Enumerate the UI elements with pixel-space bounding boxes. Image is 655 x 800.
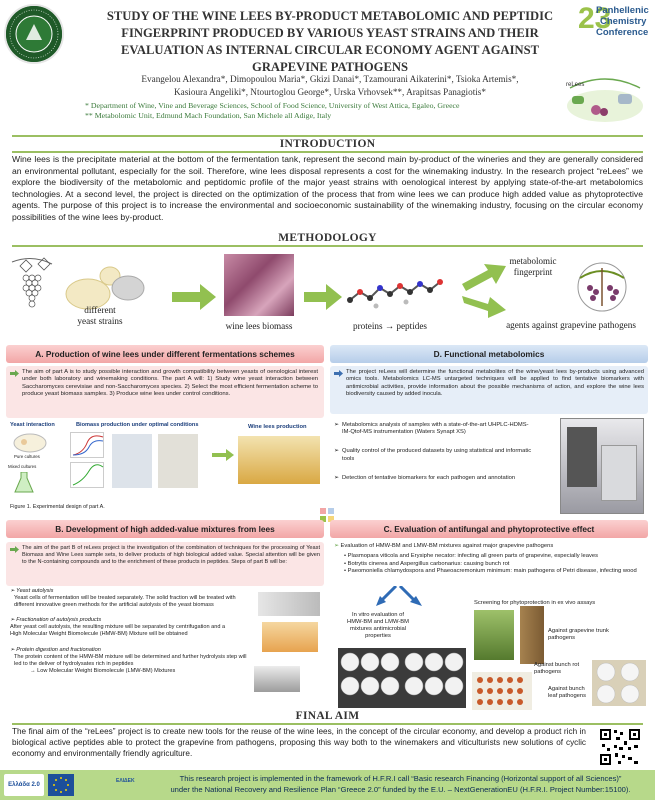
eu-funding-text [76,776,114,794]
wine-lees-production-label: Wine lees production [248,424,307,430]
panel-a-figure [6,420,324,516]
authors-line-2: Kasioura Angeliki*, Ntourtoglou George*, Urska Vrhovsek**, Arapitsas Panagiotis* [174,87,486,97]
bioreactor-photo [158,434,198,488]
divider [12,245,643,247]
panel-d-bullet-3: ➢ Detection of tentative biomarkers for each pathogen and annotation [334,474,516,481]
panel-b-steps [10,588,250,675]
biomass-label: wine lees biomass [225,321,293,331]
panel-c-bullet-1: • Plasmopara viticola and Erysiphe necator: infecting all green parts of grapevine, especially leaves [344,553,599,560]
panel-d-bullet-1: ➢ Metabolomics analysis of samples with a state-of-the-art UHPLC-HDMS-IM-Qtof-MS instrumentation (Waters Synapt XS) [334,422,529,436]
introduction-heading: INTRODUCTION [279,138,376,150]
invitro-label: In vitro evaluation of HMW-BM and LMW-BM mixtures antimicrobial properties [347,612,409,639]
relees-graphic [560,70,650,130]
leaf-discs-photo [592,660,646,706]
wine-lees-jars-photo [238,436,320,484]
authors [95,73,565,99]
panel-c-bullet-2: • Botrytis cinerea and Aspergillus carbonarius: causing bunch rot [344,560,510,567]
conference-number: 23 [578,2,612,35]
divider [12,151,643,153]
grape-leaves-photo [474,610,514,660]
fingerprint-label-1: metabolomic [509,256,557,266]
eu-flag-icon [48,774,74,796]
petri-dish-illustration [10,432,50,454]
footer [0,770,655,800]
bunch-leaf-label: Against bunch leaf pathogens [548,686,587,699]
step-3-text: The protein content of the HMW-BM mixture will be determined and further hydrolysis step will led to the deliver of hydrolysates rich in peptides [14,653,247,667]
digestion-equipment-photo [254,666,300,692]
fractionation-tubes-photo [262,622,318,652]
affiliation-2: ** Metabolomic Unit, Edmund Mach Foundation, San Michele all Adige, Italy [85,111,332,120]
conference-logo [578,4,652,66]
panel-d-intro: The project reLees will determine the functional metabolites of the wine/yeast lees by-products using advanced omics tools. Metabolomics LC-MS untargeted techniques will be applied to find tentative biomarkers with antimicrobial activities, provide information about the possible mechanisms of action, and explore the wine lees biodiversity caused by added inocula. [346,369,644,397]
final-aim-heading: FINAL AIM [295,710,360,722]
footer-text-line-1: This research project is implemented in the framework of H.F.R.I call “Basic research Financing (Horizontal support of all Sciences)” [179,774,622,783]
flow-arrow [304,284,342,315]
methodology-heading: METHODOLOGY [278,232,377,244]
footer-text-line-2: under the National Recovery and Resilience Plan “Greece 2.0” funded by the E.U. – NextGenerationEU (H.F.R.I. Project Number:15100). [170,784,631,794]
pure-cultures-label: Pure cultures [14,454,40,459]
yeast-interaction-label: Yeast interaction [10,422,55,428]
panel-d-bullet-2: ➢ Quality control of the produced datasets by using statistical and informatic tools [334,448,532,462]
fingerprint-label-2: fingerprint [513,267,553,277]
peptides-label: proteins → peptides [353,321,427,331]
fingerprint-label [498,256,568,278]
divider [12,135,643,137]
final-aim-text: The final aim of the “reLees” project is to create new tools for the reuse of the wine lees, in the concept of the circular economy, and develop a product rich in biological active peptides able to protect the grapevine from pathogens, proposing this way both to the winemakers and viticulturists new solutions of cyclic economy and environmentally friendly agriculture. [12,727,586,758]
bunch-rot-label: Against bunch rot pathogens [534,662,580,675]
authors-line-1: Evangelou Alexandra*, Dimopoulou Maria*, Gkizi Danai*, Tzamourani Aikaterini*, Tsioka Artemis*, [141,74,519,84]
yeast-label-1: different [84,305,116,315]
agents-label: agents against grapevine pathogens [506,320,636,330]
panel-a-intro: The aim of part A is to study possible interaction and growth compatibility between yeasts of oenological interest under both laboratory and winemaking conditions. The part A will: 1) Study wine yeast interaction between Saccharomyces cerevisiae and non-Saccharomyces species. 2) Select the most efficient fermentation scheme to produce yeast biomass samples. 3) Produce wine lees under control conditions. [22,369,318,398]
autolysis-equipment-photo [258,592,320,616]
step-2-text: After yeast cell autolysis, the resulting mixture will be separated by centrifugation and a High Molecular Weight Biomolecule (HMW-BM) Mixture will be obtained [10,624,226,638]
panel-b-heading: B. Development of high added-value mixtures from lees [6,520,324,538]
panel-d-heading: D. Functional metabolomics [330,345,648,363]
panel-d-bullets [334,422,534,482]
mass-spectrometer-photo [560,418,644,514]
divider [12,723,643,725]
yeast-label-2: yeast strains [77,316,123,326]
footer-text [148,774,653,795]
university-logo [4,4,64,64]
flow-arrow-down [462,292,506,323]
panel-b-intro: The aim of the part B of reLees project is the investigation of the combination of techniques for the processing of Yeast Biomass and Wine Lees sample sets, to deliver products of high biological added value. Special attention will be given to the N-containing compounds and to the enrichment of these products in peptides. Steps of part B will be: [22,545,320,566]
poster-title: STUDY OF THE WINE LEES BY-PRODUCT METABOLOMIC AND PEPTIDIC FINGERPRINT PRODUCED BY VARIOUS YEAST STRAINS AND THEIR EVALUATION AS INTERNAL CIRCULAR ECONOMY AGENT AGAINST GRAPEVINE PATHOGENS [106,9,554,74]
panel-a-heading: A. Production of wine lees under different fermentations schemes [6,345,324,363]
qr-code-icon[interactable] [598,727,642,767]
yeast-label [70,305,130,327]
panel-d-intro-box [330,366,648,414]
fermenters-photo [112,434,152,488]
growth-chart-thumbnail-2 [70,462,104,488]
arrow-bullet-icon [10,370,19,380]
figure-1-caption: Figure 1. Experimental design of part A. [10,504,105,510]
growth-chart-thumbnail-1 [70,432,104,458]
blue-arrow-right [398,586,422,611]
peptide-molecule-illustration [346,270,446,316]
greece-2-logo: Ελλάδα 2.0 [4,774,44,796]
arrow-bullet-icon [334,370,343,380]
biomass-production-label: Biomass production under optimal conditions [76,422,199,428]
step-1-title: ➢ Yeast autolysis [10,588,54,594]
panel-c-content [334,543,646,576]
petri-dishes-photo [338,648,466,708]
arrow-bullet-icon [10,546,19,556]
panel-c-intro: ➢ Evaluation of HMW-BM and LMW-BM mixtures against major grapevine pathogens [334,543,554,549]
step-3-title: ➢ Protein digestion and fractionation [10,646,101,653]
panel-c-bullet-3: • Paeomoniella chlamydospora and Phaeoacremonium minimum: main pathogens of Petri disease, infecting wood [344,568,637,575]
panel-a-intro-box [6,366,324,418]
conference-name-3: Conference [596,27,649,38]
step-3-result: → Low Molecular Weight Biomolecule (LMW-BM) Mixtures [30,667,176,674]
panel-b-intro-box [6,542,324,586]
grapevine-illustration [6,252,58,322]
step-1-text: Yeast cells of fermentation will be treated separately. The solid fraction will be treated with different innovative green methods for the artificial autolysis of the yeast biomass [14,595,236,609]
grape-berries-tray-photo [472,672,532,710]
trunk-pathogens-label: Against grapevine trunk pathogens [548,628,609,641]
conference-name-2: Chemistry [600,16,647,27]
affiliation-1: * Department of Wine, Vine and Beverage Sciences, School of Food Science, University of West Attica, Egaleo, Greece [85,101,460,110]
screening-label: Screening for phytoprotection in ex vivo assays [474,600,596,606]
elidek-logo: ΕΛΙΔΕΚ [116,778,135,784]
introduction-text: Wine lees is the precipitate material at the bottom of the fermentation tank, represent the second main by-product of the wineries and they are generally considered an environmental pollutant, especially for the soil. Therefore, wine lees disposal represents a cost for the winemaking industry. In the research project “reLees” we explore the biodiversity of the metabolomic and peptidomic profile of the major yeast strains with oenological interest by applying state-of-the-art metabolomics technologies. At a second level, the project is directed on the optimization of the process that from wine lees we can produce high added value as phytoprotective agents. The purpose of this project is to increase the environmental and socioeconomic sustainability of the winemaking industry, focusing on the circular economy possibilities of the wine lees by-product. [12,154,643,222]
trunk-cutting-photo [520,606,544,664]
relees-tag: reLees [566,82,585,88]
mixed-cultures-label: Mixed cultures [8,464,37,469]
step-2-title: ➢ Fractionation of autolysis products [10,617,102,624]
flow-arrow [172,284,216,315]
flow-arrow [212,448,234,466]
flask-illustration [14,472,34,494]
conference-name-1: Panhellenic [596,5,649,16]
blue-arrow-left [376,586,398,611]
vine-circle-illustration [566,258,638,316]
panel-c-heading: C. Evaluation of antifungal and phytoprotective effect [330,520,648,538]
biomass-photo [224,254,294,316]
affiliations [85,101,565,121]
